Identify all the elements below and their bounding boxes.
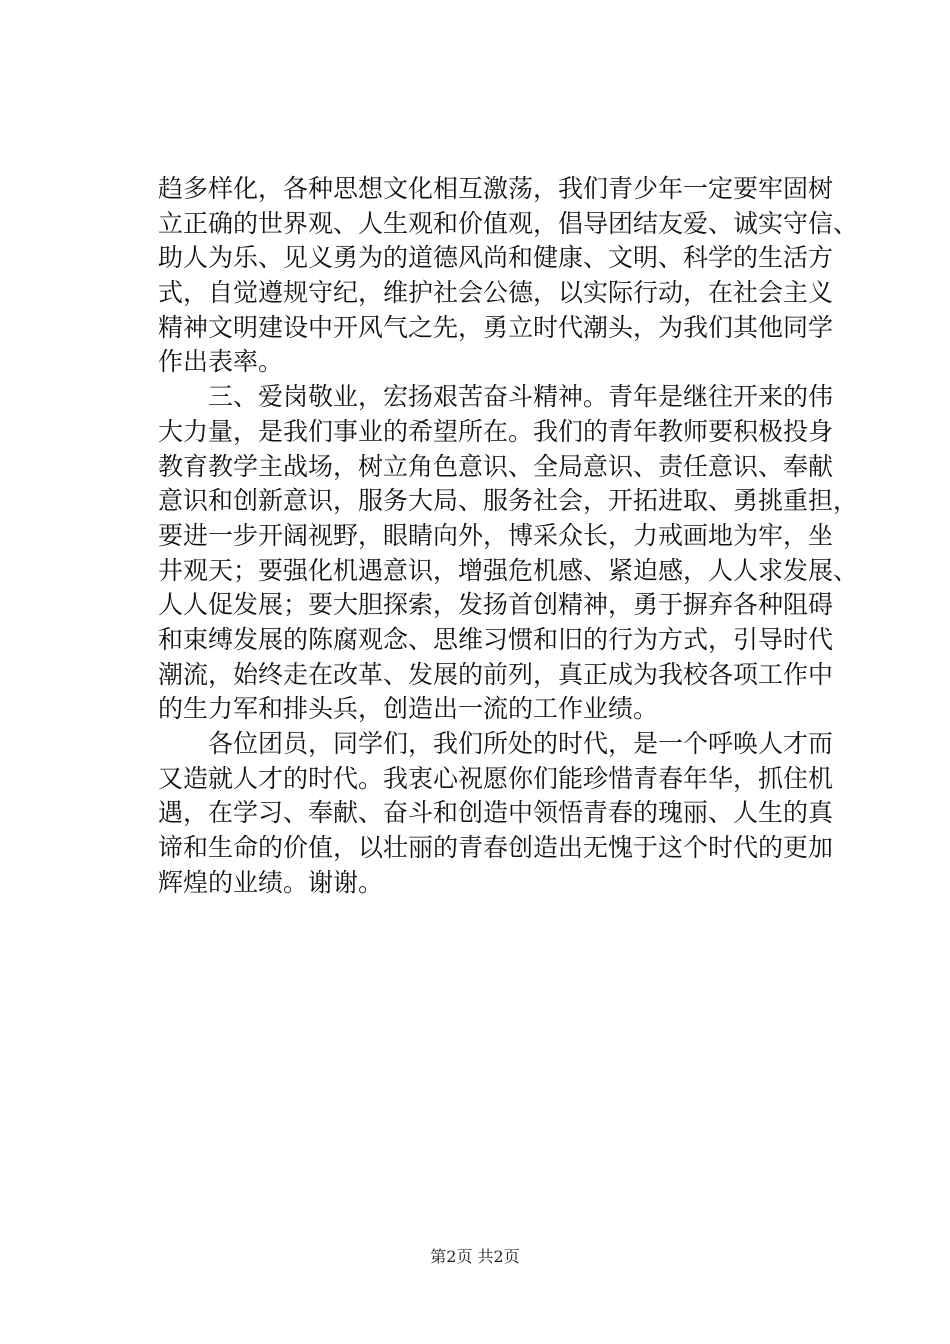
text-line: 要进一步开阔视野，眼睛向外，博采众长，力戒画地为牢，坐 [158,520,834,550]
text-line: 又造就人才的时代。我衷心祝愿你们能珍惜青春年华，抓住机 [158,763,834,793]
text-line: 和束缚发展的陈腐观念、思维习惯和旧的行为方式，引导时代 [158,624,834,654]
text-line: 大力量，是我们事业的希望所在。我们的青年教师要积极投身 [158,416,834,446]
text-line: 意识和创新意识，服务大局、服务社会，开拓进取、勇挑重担， [158,486,859,516]
text-line: 精神文明建设中开风气之先，勇立时代潮头，为我们其他同学 [158,312,834,342]
page-footer: 第2页 共2页 [430,1247,520,1266]
text-line: 三、爱岗敬业，宏扬艰苦奋斗精神。青年是继往开来的伟 [158,382,834,412]
text-line: 作出表率。 [158,347,284,377]
text-line: 谛和生命的价值，以壮丽的青春创造出无愧于这个时代的更加 [158,833,834,863]
text-line: 立正确的世界观、人生观和价值观，倡导团结友爱、诚实守信、 [158,208,859,238]
text-line: 助人为乐、见义勇为的道德风尚和健康、文明、科学的生活方 [158,243,834,273]
text-line: 遇，在学习、奉献、奋斗和创造中领悟青春的瑰丽、人生的真 [158,798,834,828]
text-line: 教育教学主战场，树立角色意识、全局意识、责任意识、奉献 [158,451,834,481]
body-text [158,172,859,900]
text-line: 式，自觉遵规守纪，维护社会公德，以实际行动，在社会主义 [158,278,834,308]
text-line: 人人促发展；要大胆探索，发扬首创精神，勇于摒弃各种阻碍 [158,590,834,620]
text-line: 井观天；要强化机遇意识，增强危机感、紧迫感，人人求发展、 [158,555,859,585]
text-line: 辉煌的业绩。谢谢。 [158,867,384,897]
text-line: 潮流，始终走在改革、发展的前列，真正成为我校各项工作中 [158,659,834,689]
text-line: 各位团员，同学们，我们所处的时代，是一个呼唤人才而 [158,729,834,758]
text-line: 趋多样化，各种思想文化相互激荡，我们青少年一定要牢固树 [158,174,834,203]
text-line: 的生力军和排头兵，创造出一流的工作业绩。 [158,694,659,724]
